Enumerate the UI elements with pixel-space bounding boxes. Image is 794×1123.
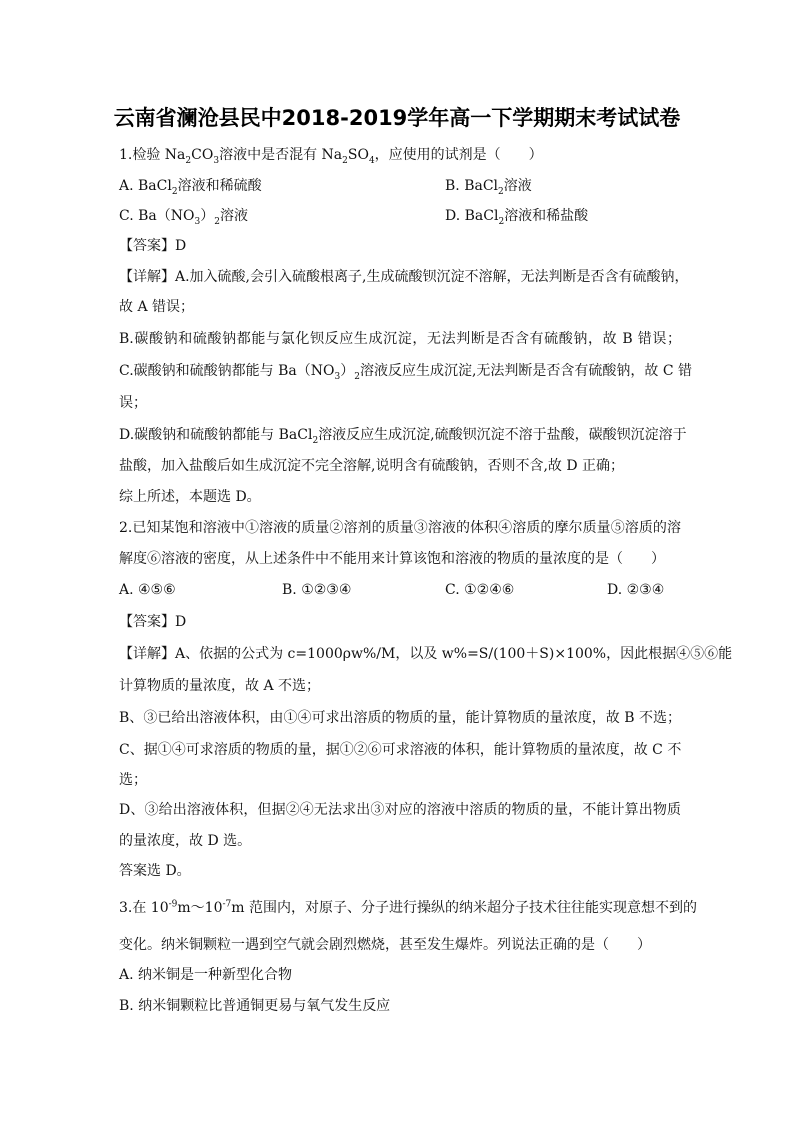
q3-option-a: A. 纳米铜是一种新型化合物 bbox=[119, 967, 293, 983]
q2-detail-line: 答案选 D。 bbox=[119, 863, 191, 879]
q1-detail-line: D.碳酸钠和硫酸钠都能与 BaCl$_2$溶液反应生成沉淀,硫酸钡沉淀不溶于盐酸，碳酸钡沉淀溶于 bbox=[119, 427, 687, 446]
page-title: 云南省澜沧县民中2018-2019学年高一下学期期末考试试卷 bbox=[113, 106, 681, 130]
q3-option-b: B. 纳米铜颗粒比普通铜更易与氧气发生反应 bbox=[119, 998, 391, 1014]
question-1-stem: 1.检验 $Na_2CO_3$溶液中是否混有 $Na_2SO_4$，应使用的试剂是（ ） bbox=[119, 147, 543, 166]
q2-answer: 【答案】D bbox=[119, 614, 187, 630]
q1-option-b: B. BaCl$_2$溶液 bbox=[445, 178, 532, 197]
question-3-stem: 变化。纳米铜颗粒一遇到空气就会剧烈燃烧，甚至发生爆炸。列说法正确的是（ ） bbox=[119, 937, 651, 953]
q2-detail-line: 【详解】A、依据的公式为 c=1000ρw%/M，以及 w%=S/(100＋S)×100%，因此根据④⑤⑥能 bbox=[119, 646, 733, 662]
q2-option-a: A. ④⑤⑥ bbox=[119, 582, 176, 598]
q1-option-c: C. $Ba(NO_3)_2$溶液 bbox=[119, 208, 248, 227]
q1-detail-line: 故 A 错误； bbox=[119, 299, 195, 315]
question-2-stem: 2.已知某饱和溶液中①溶液的质量②溶剂的质量③溶液的体积④溶质的摩尔质量⑤溶质的溶 bbox=[119, 520, 681, 536]
question-2-stem: 解度⑥溶液的密度，从上述条件中不能用来计算该饱和溶液的物质的量浓度的是（ ） bbox=[119, 551, 665, 567]
q2-detail-line: C、据①④可求溶质的物质的量，据①②⑥可求溶液的体积，能计算物质的量浓度，故 C 不 bbox=[119, 742, 682, 758]
q1-detail-line: B.碳酸钠和硫酸钠都能与氯化钡反应生成沉淀，无法判断是否含有硫酸钠，故 B 错误； bbox=[119, 331, 681, 347]
q1-detail-line: 误； bbox=[119, 395, 147, 411]
q1-answer: 【答案】D bbox=[119, 238, 187, 254]
q1-detail-line: 综上所述，本题选 D。 bbox=[119, 489, 261, 505]
q2-option-c: C. ①②④⑥ bbox=[445, 582, 515, 598]
q2-detail-line: B、③已给出溶液体积，由①④可求出溶质的物质的量，能计算物质的量浓度，故 B 不选； bbox=[119, 710, 681, 726]
q1-detail-line: C.碳酸钠和硫酸钠都能与 $Ba(NO_3)_2$溶液反应生成沉淀,无法判断是否含有硫酸钠，故 C 错 bbox=[119, 363, 693, 382]
q2-option-b: B. ①②③④ bbox=[282, 582, 352, 598]
q1-detail-line: 【详解】A.加入硫酸,会引入硫酸根离子,生成硫酸钡沉淀不溶解，无法判断是否含有硫酸钠， bbox=[119, 269, 689, 285]
q1-option-d: D. BaCl$_2$溶液和稀盐酸 bbox=[445, 208, 589, 227]
q2-detail-line: 的量浓度，故 D 选。 bbox=[119, 833, 252, 849]
q1-option-a: A. BaCl$_2$溶液和稀硫酸 bbox=[119, 178, 262, 197]
q2-detail-line: 计算物质的量浓度，故 A 不选； bbox=[119, 678, 321, 694]
q2-detail-line: 选； bbox=[119, 772, 147, 788]
question-3-stem: 3.在 $10^{-9}m\sim 10^{-7}m$ 范围内，对原子、分子进行操纵的纳米超分子技术往往能实现意想不到的 bbox=[119, 899, 698, 916]
q2-detail-line: D、③给出溶液体积，但据②④无法求出③对应的溶液中溶质的物质的量，不能计算出物质 bbox=[119, 802, 681, 818]
q2-option-d: D. ②③④ bbox=[607, 582, 665, 598]
q1-detail-line: 盐酸，加入盐酸后如生成沉淀不完全溶解,说明含有硫酸钠，否则不含,故 D 正确； bbox=[119, 458, 625, 474]
